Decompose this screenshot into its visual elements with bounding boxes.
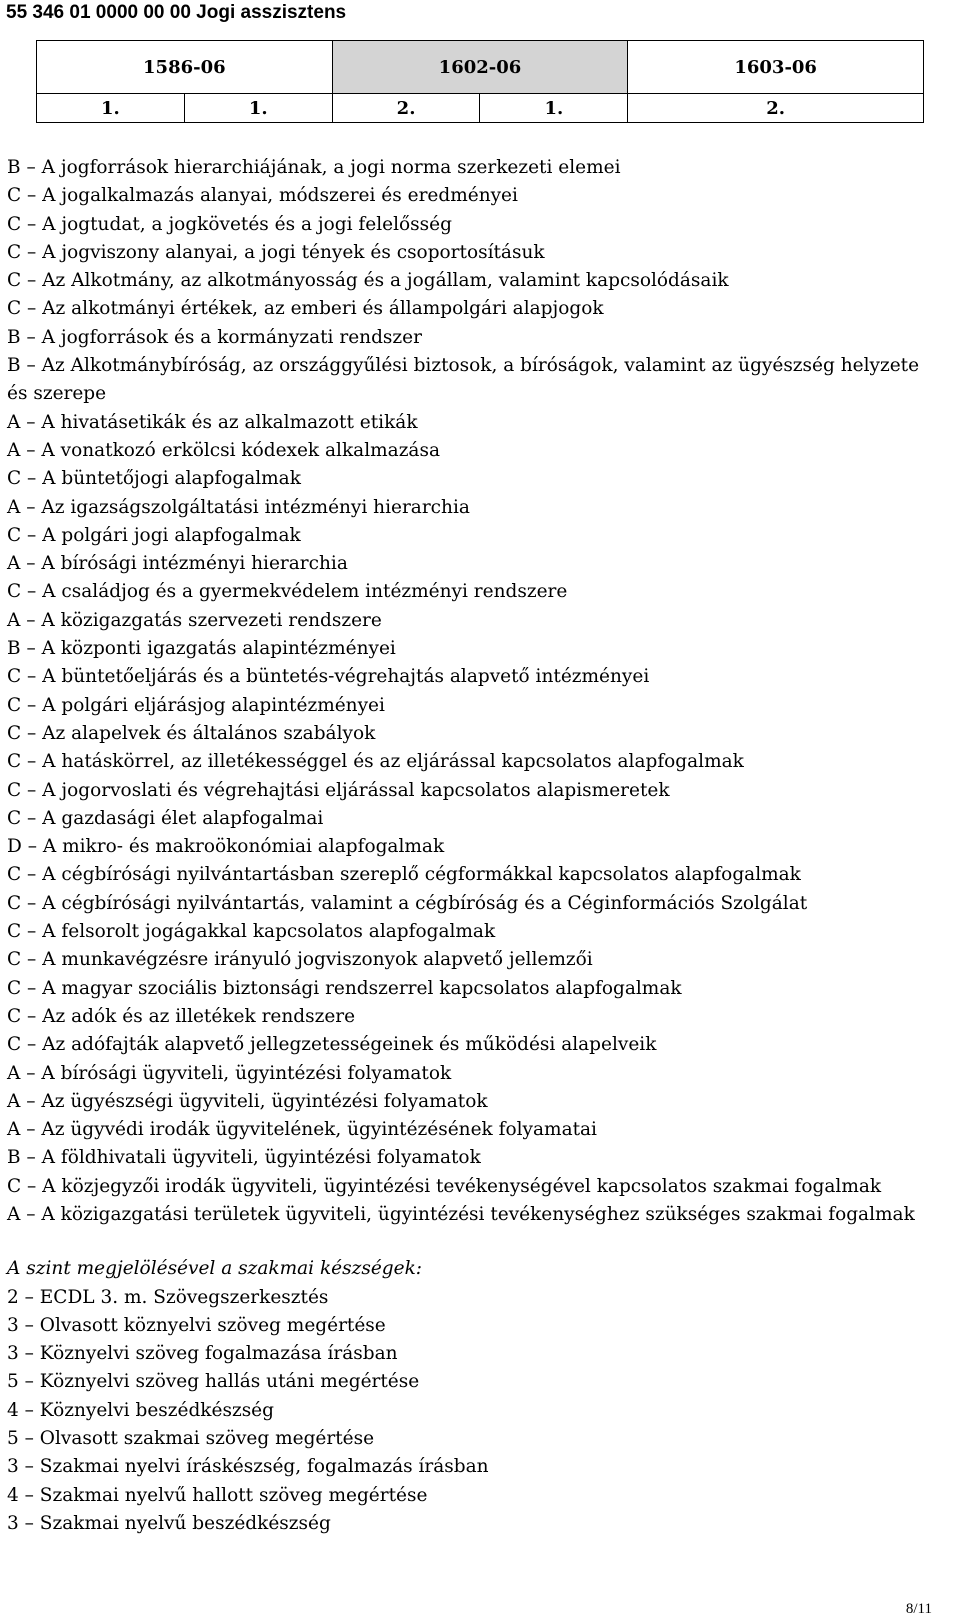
list-item: C – A polgári eljárásjog alapintézményei: [7, 694, 385, 716]
list-item: C – A cégbírósági nyilvántartás, valamint a cégbíróság és a Céginformációs Szolgálat: [7, 892, 808, 914]
knowledge-items-list: [7, 154, 937, 1229]
table-cell: 2.: [628, 94, 924, 123]
table-header-row: [37, 41, 924, 94]
skill-item: 5 – Olvasott szakmai szöveg megértése: [7, 1428, 375, 1450]
table-cell: 1.: [480, 94, 628, 123]
content-list: [7, 154, 937, 1538]
skill-item: 4 – Szakmai nyelvű hallott szöveg megértése: [7, 1484, 428, 1506]
list-item: B – A központi igazgatás alapintézményei: [7, 638, 396, 660]
skill-item: 2 – ECDL 3. m. Szövegszerkesztés: [7, 1286, 329, 1308]
page-number: 8/11: [905, 1601, 932, 1617]
list-item: A – A vonatkozó erkölcsi kódexek alkalmazása: [7, 439, 440, 461]
list-item: A – A bírósági ügyviteli, ügyintézési folyamatok: [7, 1062, 452, 1084]
list-item: B – Az Alkotmánybíróság, az országgyűlési biztosok, a bíróságok, valamint az ügyészség helyzete és szerepe: [7, 355, 920, 405]
list-item: C – A büntetőjogi alapfogalmak: [7, 468, 301, 490]
module-code-cell: 1603-06: [628, 41, 924, 94]
list-item: C – A munkavégzésre irányuló jogviszonyok alapvető jellemzői: [7, 949, 593, 971]
list-item: C – A magyar szociális biztonsági rendszerrel kapcsolatos alapfogalmak: [7, 977, 682, 999]
document-header: 55 346 01 0000 00 00 Jogi asszisztens: [6, 2, 347, 23]
list-item: C – A jogviszony alanyai, a jogi tények és csoportosításuk: [7, 241, 545, 263]
list-item: C – A cégbírósági nyilvántartásban szereplő cégformákkal kapcsolatos alapfogalmak: [7, 864, 801, 886]
list-item: A – Az igazságszolgáltatási intézményi hierarchia: [7, 496, 470, 518]
list-item: A – A közigazgatási területek ügyviteli, ügyintézési tevékenységhez szükséges szakmai fogalmak: [7, 1203, 915, 1225]
skill-item: 3 – Olvasott köznyelvi szöveg megértése: [7, 1314, 386, 1336]
table-row: [37, 94, 924, 123]
list-item: C – Az adófajták alapvető jellegzetességeinek és működési alapelveik: [7, 1034, 657, 1056]
list-item: A – Az ügyészségi ügyviteli, ügyintézési folyamatok: [7, 1090, 488, 1112]
module-code-table: [36, 40, 924, 123]
list-item: B – A földhivatali ügyviteli, ügyintézési folyamatok: [7, 1147, 481, 1169]
skill-item: 3 – Szakmai nyelvi íráskészség, fogalmazás írásban: [7, 1456, 489, 1478]
list-item: C – A családjog és a gyermekvédelem intézményi rendszere: [7, 581, 568, 603]
table-cell: 1.: [37, 94, 185, 123]
list-item: C – A közjegyzői irodák ügyviteli, ügyintézési tevékenységével kapcsolatos szakmai fogalmak: [7, 1175, 882, 1197]
table-cell: 2.: [332, 94, 480, 123]
list-item: C – A polgári jogi alapfogalmak: [7, 524, 301, 546]
list-item: A – Az ügyvédi irodák ügyvitelének, ügyintézésének folyamatai: [7, 1119, 597, 1141]
list-item: C – Az alkotmányi értékek, az emberi és állampolgári alapjogok: [7, 298, 604, 320]
module-code-cell: 1586-06: [37, 41, 333, 94]
list-item: C – Az adók és az illetékek rendszere: [7, 1005, 356, 1027]
list-item: A – A közigazgatás szervezeti rendszere: [7, 609, 382, 631]
list-item: C – A hatáskörrel, az illetékességgel és az eljárással kapcsolatos alapfogalmak: [7, 751, 744, 773]
list-item: C – A büntetőeljárás és a büntetés-végrehajtás alapvető intézményei: [7, 666, 650, 688]
list-item: C – A jogorvoslati és végrehajtási eljárással kapcsolatos alapismeretek: [7, 779, 670, 801]
list-item: A – A bírósági intézményi hierarchia: [7, 553, 348, 575]
table-cell: 1.: [184, 94, 332, 123]
list-item: C – Az Alkotmány, az alkotmányosság és a jogállam, valamint kapcsolódásaik: [7, 270, 729, 292]
list-item: A – A hivatásetikák és az alkalmazott etikák: [7, 411, 418, 433]
list-item: B – A jogforrások hierarchiájának, a jogi norma szerkezeti elemei: [7, 157, 621, 178]
skill-item: 3 – Köznyelvi szöveg fogalmazása írásban: [7, 1343, 398, 1365]
list-item: C – A felsorolt jogágakkal kapcsolatos alapfogalmak: [7, 921, 496, 943]
skills-list: [7, 1284, 937, 1539]
list-item: B – A jogforrások és a kormányzati rendszer: [7, 326, 422, 348]
list-item: C – Az alapelvek és általános szabályok: [7, 722, 376, 744]
list-item: C – A gazdasági élet alapfogalmai: [7, 807, 324, 829]
list-item: C – A jogtudat, a jogkövetés és a jogi felelősség: [7, 213, 452, 235]
skill-item: 5 – Köznyelvi szöveg hallás utáni megértése: [7, 1371, 420, 1393]
skill-item: 3 – Szakmai nyelvű beszédkészség: [7, 1512, 331, 1534]
module-code-cell: 1602-06: [332, 41, 628, 94]
list-item: C – A jogalkalmazás alanyai, módszerei és eredményei: [7, 185, 518, 207]
list-item: D – A mikro- és makroökonómiai alapfogalmak: [7, 836, 445, 858]
skill-item: 4 – Köznyelvi beszédkészség: [7, 1399, 274, 1421]
skills-title: A szint megjelölésével a szakmai készségek:: [7, 1258, 423, 1280]
